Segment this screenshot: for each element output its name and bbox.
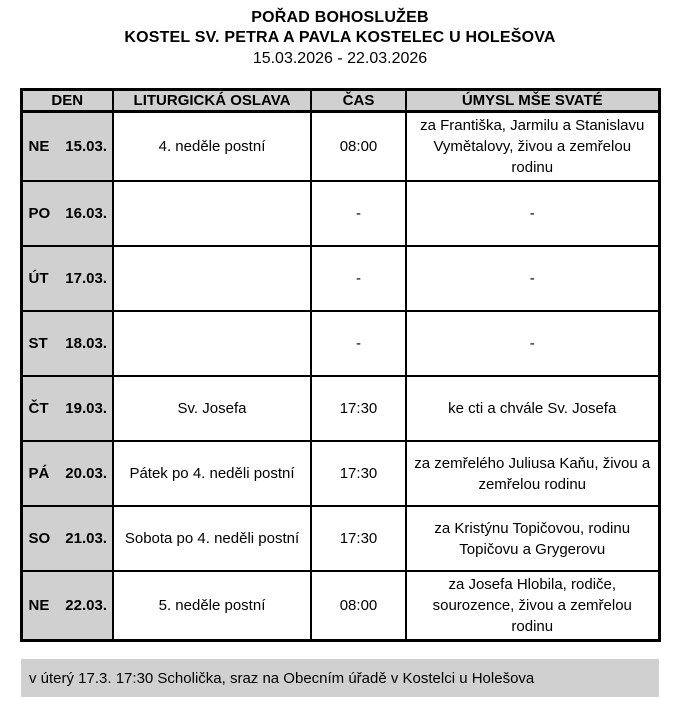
day-cell	[21, 506, 113, 571]
table-row	[21, 181, 659, 246]
day-abbr: PÁ	[28, 465, 50, 482]
table-header-row	[21, 90, 659, 112]
day-wrap	[29, 530, 108, 547]
day-cell	[21, 571, 113, 641]
table-row	[21, 246, 659, 311]
date-range: 15.03.2026 - 22.03.2026	[252, 50, 428, 67]
day-date: 18.03.	[65, 335, 107, 352]
day-abbr: SO	[28, 530, 51, 547]
day-date: 22.03.	[65, 597, 107, 614]
day-cell	[21, 181, 113, 246]
day-wrap	[29, 205, 108, 222]
day-date: 19.03.	[65, 400, 107, 417]
day-cell	[21, 376, 113, 441]
day-cell	[21, 311, 113, 376]
time-cell: 17:30	[311, 441, 406, 506]
intention-cell: ke cti a chvále Sv. Josefa	[406, 376, 659, 441]
page-subtitle: KOSTEL SV. PETRA A PAVLA KOSTELEC U HOLEŠOVA	[124, 29, 556, 46]
col-header-den: DEN	[21, 90, 113, 112]
intention-cell: za Kristýnu Topičovou, rodinu Topičovu a Grygerovu	[406, 506, 659, 571]
schedule-table	[20, 88, 661, 642]
celebration-cell: Sv. Josefa	[113, 376, 311, 441]
day-abbr: NE	[28, 597, 50, 614]
day-cell	[21, 112, 113, 182]
day-date: 16.03.	[65, 205, 107, 222]
table-row	[21, 506, 659, 571]
celebration-cell	[113, 181, 311, 246]
footer-note: v úterý 17.3. 17:30 Scholička, sraz na Obecním úřadě v Kostelci u Holešova	[29, 669, 535, 687]
day-cell	[21, 441, 113, 506]
celebration-cell	[113, 311, 311, 376]
day-cell	[21, 246, 113, 311]
day-wrap	[29, 597, 108, 614]
time-cell: -	[311, 246, 406, 311]
day-abbr: ST	[28, 335, 48, 352]
day-date: 20.03.	[65, 465, 107, 482]
intention-cell: za Františka, Jarmilu a Stanislavu Vymětalovy, živou a zemřelou rodinu	[406, 112, 659, 182]
day-abbr: ÚT	[28, 270, 49, 287]
celebration-cell: Pátek po 4. neděli postní	[113, 441, 311, 506]
table-row	[21, 571, 659, 641]
footer-note-bar	[21, 659, 659, 697]
table-row	[21, 441, 659, 506]
celebration-cell	[113, 246, 311, 311]
day-date: 15.03.	[65, 138, 107, 155]
time-cell: 08:00	[311, 571, 406, 641]
celebration-cell: 4. neděle postní	[113, 112, 311, 182]
time-cell: 17:30	[311, 506, 406, 571]
col-header-umysl-mse-svate: ÚMYSL MŠE SVATÉ	[406, 90, 659, 112]
intention-cell: -	[406, 246, 659, 311]
intention-cell: za zemřelého Juliusa Kaňu, živou a zemřelou rodinu	[406, 441, 659, 506]
intention-cell: -	[406, 181, 659, 246]
day-abbr: PO	[28, 205, 51, 222]
intention-cell: -	[406, 311, 659, 376]
day-wrap	[29, 138, 108, 155]
time-cell: -	[311, 311, 406, 376]
time-cell: 17:30	[311, 376, 406, 441]
col-header-cas: ČAS	[311, 90, 406, 112]
celebration-cell: Sobota po 4. neděli postní	[113, 506, 311, 571]
day-wrap	[29, 270, 108, 287]
day-wrap	[29, 400, 108, 417]
day-date: 21.03.	[65, 530, 107, 547]
page-title: POŘAD BOHOSLUŽEB	[251, 9, 429, 26]
day-abbr: ČT	[28, 400, 49, 417]
time-cell: -	[311, 181, 406, 246]
day-wrap	[29, 335, 108, 352]
time-cell: 08:00	[311, 112, 406, 182]
table-row	[21, 112, 659, 182]
table-row	[21, 311, 659, 376]
intention-cell: za Josefa Hlobila, rodiče, sourozence, živou a zemřelou rodinu	[406, 571, 659, 641]
day-date: 17.03.	[65, 270, 107, 287]
table-row	[21, 376, 659, 441]
celebration-cell: 5. neděle postní	[113, 571, 311, 641]
col-header-liturgicka-oslava: LITURGICKÁ OSLAVA	[113, 90, 311, 112]
title-block	[0, 0, 680, 69]
day-abbr: NE	[28, 138, 50, 155]
day-wrap	[29, 465, 108, 482]
